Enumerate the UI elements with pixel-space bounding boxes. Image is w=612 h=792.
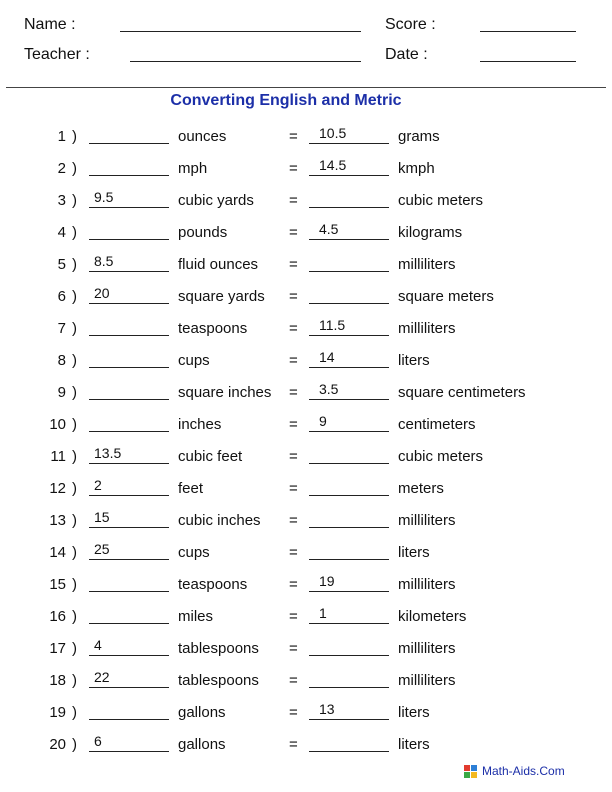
right-value: 11.5 [319,317,346,333]
right-unit: centimeters [398,416,476,433]
problem-number: 17 [49,640,66,657]
right-unit: kmph [398,160,435,177]
problem-number: 6 [57,288,66,305]
left-answer-blank[interactable] [89,719,169,720]
footer-logo [464,764,565,778]
problem-paren: ) [72,416,77,433]
problem-paren: ) [72,512,77,529]
right-answer-blank[interactable] [309,687,389,688]
right-value: 14.5 [319,157,347,173]
right-unit: milliliters [398,672,456,689]
left-unit: cubic feet [178,448,243,465]
left-unit: ounces [178,128,227,145]
left-answer-blank[interactable] [89,143,169,144]
right-answer-blank[interactable] [309,559,389,560]
left-answer-blank[interactable] [89,271,169,272]
left-value: 6 [94,733,102,749]
left-unit: fluid ounces [178,256,259,273]
problem-number: 2 [57,160,66,177]
left-value: 2 [94,477,102,493]
problem-paren: ) [72,704,77,721]
problem-paren: ) [72,256,77,273]
left-value: 8.5 [94,253,114,269]
right-answer-blank[interactable] [309,303,389,304]
problem-paren: ) [72,192,77,209]
equals-sign: = [289,128,298,145]
right-unit: cubic meters [398,448,484,465]
problem-row [0,221,612,256]
name-label: Name : [24,16,76,33]
left-value: 22 [94,669,110,685]
problem-number: 12 [49,480,66,497]
right-value: 10.5 [319,125,347,141]
equals-sign: = [289,704,298,721]
problem-row [0,381,612,416]
problem-number: 9 [57,384,66,401]
left-answer-blank[interactable] [89,431,169,432]
right-unit: milliliters [398,512,456,529]
problem-row [0,253,612,288]
problem-number: 13 [49,512,66,529]
problem-number: 15 [49,576,66,593]
left-unit: teaspoons [178,320,248,337]
equals-sign: = [289,256,298,273]
right-value: 3.5 [319,381,339,397]
logo-text: Math-Aids.Com [482,764,565,778]
right-unit: milliliters [398,640,456,657]
problem-row [0,317,612,352]
equals-sign: = [289,576,298,593]
equals-sign: = [289,736,298,753]
left-value: 9.5 [94,189,114,205]
right-unit: kilometers [398,608,467,625]
problem-paren: ) [72,352,77,369]
left-unit: mph [178,160,208,177]
equals-sign: = [289,416,298,433]
left-value: 25 [94,541,110,557]
right-answer-blank[interactable] [309,719,389,720]
left-unit: cups [178,352,210,369]
header-divider [6,87,606,88]
right-answer-blank[interactable] [309,335,389,336]
right-unit: square centimeters [398,384,526,401]
left-unit: square yards [178,288,265,305]
right-answer-blank[interactable] [309,655,389,656]
date-field-line[interactable] [480,61,576,62]
problem-number: 18 [49,672,66,689]
date-label: Date : [385,46,428,63]
left-answer-blank[interactable] [89,175,169,176]
equals-sign: = [289,480,298,497]
left-answer-blank[interactable] [89,239,169,240]
right-answer-blank[interactable] [309,143,389,144]
score-label: Score : [385,16,436,33]
left-answer-blank[interactable] [89,399,169,400]
problem-paren: ) [72,608,77,625]
left-unit: cubic inches [178,512,261,529]
teacher-label: Teacher : [24,46,90,63]
left-answer-blank[interactable] [89,527,169,528]
problem-paren: ) [72,224,77,241]
score-field-line[interactable] [480,31,576,32]
right-unit: liters [398,704,430,721]
problem-number: 10 [49,416,66,433]
right-answer-blank[interactable] [309,399,389,400]
problem-paren: ) [72,736,77,753]
left-answer-blank[interactable] [89,207,169,208]
right-answer-blank[interactable] [309,207,389,208]
problem-row [0,605,612,640]
right-answer-blank[interactable] [309,591,389,592]
equals-sign: = [289,224,298,241]
problem-number: 8 [57,352,66,369]
left-answer-blank[interactable] [89,591,169,592]
problem-number: 3 [57,192,66,209]
right-value: 19 [319,573,335,589]
right-unit: milliliters [398,576,456,593]
left-unit: inches [178,416,222,433]
problem-row [0,413,612,448]
problem-paren: ) [72,288,77,305]
problem-row [0,157,612,192]
left-value: 20 [94,285,110,301]
left-answer-blank[interactable] [89,367,169,368]
problem-row [0,573,612,608]
problem-number: 16 [49,608,66,625]
right-answer-blank[interactable] [309,495,389,496]
left-answer-blank[interactable] [89,495,169,496]
equals-sign: = [289,608,298,625]
problem-row [0,445,612,480]
right-answer-blank[interactable] [309,239,389,240]
problem-row [0,285,612,320]
left-unit: square inches [178,384,272,401]
equals-sign: = [289,448,298,465]
problem-row [0,637,612,672]
equals-sign: = [289,352,298,369]
right-unit: liters [398,544,430,561]
left-unit: tablespoons [178,640,259,657]
right-value: 13 [319,701,335,717]
right-answer-blank[interactable] [309,367,389,368]
problem-row [0,349,612,384]
right-unit: cubic meters [398,192,484,209]
right-answer-blank[interactable] [309,271,389,272]
left-answer-blank[interactable] [89,623,169,624]
right-unit: kilograms [398,224,463,241]
equals-sign: = [289,384,298,401]
right-value: 14 [319,349,335,365]
equals-sign: = [289,320,298,337]
left-unit: teaspoons [178,576,248,593]
right-unit: liters [398,352,430,369]
worksheet-title: Converting English and Metric [170,92,402,109]
left-unit: cubic yards [178,192,254,209]
right-value: 1 [319,605,327,621]
name-field-line[interactable] [120,31,361,32]
problem-paren: ) [72,480,77,497]
problem-row [0,125,612,160]
problem-row [0,189,612,224]
problem-number: 7 [57,320,66,337]
right-answer-blank[interactable] [309,431,389,432]
problem-paren: ) [72,160,77,177]
left-value: 15 [94,509,110,525]
right-answer-blank[interactable] [309,527,389,528]
left-answer-blank[interactable] [89,559,169,560]
problem-number: 14 [49,544,66,561]
equals-sign: = [289,512,298,529]
right-unit: milliliters [398,256,456,273]
problem-number: 11 [50,448,66,465]
right-answer-blank[interactable] [309,463,389,464]
left-answer-blank[interactable] [89,463,169,464]
right-answer-blank[interactable] [309,175,389,176]
problem-number: 19 [49,704,66,721]
problem-number: 1 [57,128,66,145]
problem-paren: ) [72,448,77,465]
right-unit: meters [398,480,444,497]
left-answer-blank[interactable] [89,687,169,688]
problem-paren: ) [72,544,77,561]
equals-sign: = [289,640,298,657]
problem-row [0,669,612,704]
right-unit: liters [398,736,430,753]
equals-sign: = [289,192,298,209]
problem-row [0,701,612,736]
problem-row [0,477,612,512]
left-unit: gallons [178,704,226,721]
left-answer-blank[interactable] [89,751,169,752]
problem-paren: ) [72,576,77,593]
problem-number: 20 [49,736,66,753]
problem-paren: ) [72,640,77,657]
teacher-field-line[interactable] [130,61,361,62]
right-unit: milliliters [398,320,456,337]
math-aids-logo-icon [464,765,477,778]
left-unit: gallons [178,736,226,753]
problem-paren: ) [72,128,77,145]
right-value: 9 [319,413,327,429]
problem-number: 5 [57,256,66,273]
right-answer-blank[interactable] [309,623,389,624]
problem-paren: ) [72,320,77,337]
left-unit: tablespoons [178,672,259,689]
problem-row [0,509,612,544]
problem-paren: ) [72,384,77,401]
left-answer-blank[interactable] [89,655,169,656]
equals-sign: = [289,544,298,561]
left-answer-blank[interactable] [89,303,169,304]
right-value: 4.5 [319,221,339,237]
equals-sign: = [289,288,298,305]
right-answer-blank[interactable] [309,751,389,752]
problem-row [0,541,612,576]
right-unit: square meters [398,288,494,305]
left-unit: miles [178,608,214,625]
left-unit: pounds [178,224,228,241]
left-answer-blank[interactable] [89,335,169,336]
left-unit: cups [178,544,210,561]
problem-paren: ) [72,672,77,689]
equals-sign: = [289,672,298,689]
equals-sign: = [289,160,298,177]
right-unit: grams [398,128,440,145]
left-value: 4 [94,637,102,653]
left-value: 13.5 [94,445,122,461]
problem-number: 4 [57,224,66,241]
left-unit: feet [178,480,204,497]
